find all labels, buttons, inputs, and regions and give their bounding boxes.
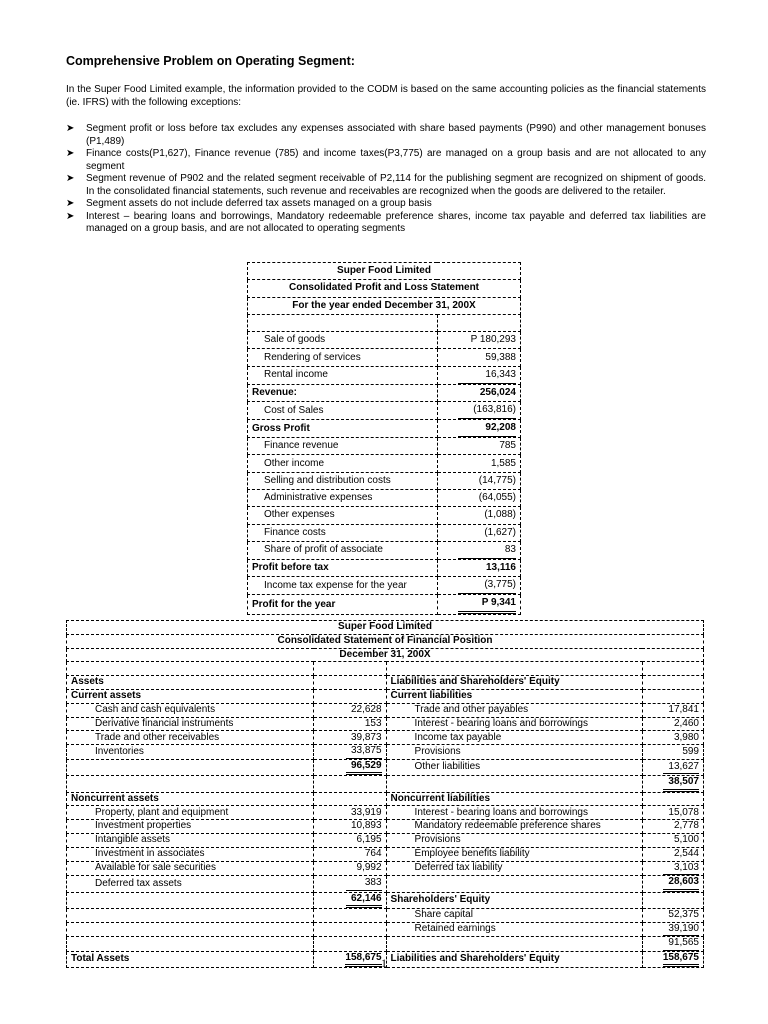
table-row	[248, 507, 521, 524]
table-row	[248, 314, 521, 331]
table-row	[67, 861, 704, 876]
list-item	[66, 198, 706, 211]
table-row	[67, 876, 704, 893]
row-label: Share capital	[386, 909, 642, 923]
row-value: 2,778	[642, 820, 703, 834]
table-row	[67, 834, 704, 848]
page-title: Comprehensive Problem on Operating Segment:	[66, 54, 355, 68]
current-assets-total: 96,529	[346, 760, 382, 776]
equity-heading: Shareholders' Equity	[386, 892, 642, 909]
arrow-bullet-icon: ➤	[66, 173, 75, 184]
table-row	[67, 847, 704, 861]
current-assets-heading: Current assets	[67, 689, 314, 703]
arrow-bullet-icon: ➤	[66, 210, 75, 222]
table-row	[248, 438, 521, 455]
list-item	[66, 211, 706, 236]
arrow-bullet-icon: ➤	[66, 148, 75, 159]
row-value: 22,628	[314, 703, 387, 717]
table-row	[67, 922, 704, 937]
row-label: Trade and other payables	[386, 703, 642, 717]
row-value: 83	[458, 542, 516, 559]
row-value: 1,585	[437, 455, 520, 472]
table-row	[67, 689, 704, 703]
table-row	[248, 332, 521, 349]
row-label: Selling and distribution costs	[248, 472, 438, 489]
table-row	[67, 759, 704, 776]
total-le-value: 158,675	[663, 952, 699, 968]
total-le-label: Liabilities and Shareholders' Equity	[386, 951, 642, 968]
table-row	[67, 806, 704, 820]
pl-period: For the year ended December 31, 200X	[248, 297, 521, 314]
bullet-text: Finance costs(P1,627), Finance revenue (785) and income taxes(P3,775) are managed on a group basis and are not allocated to any segment	[86, 148, 706, 172]
row-label: Gross Profit	[248, 420, 438, 438]
row-value: 153	[314, 717, 387, 731]
table-row	[248, 402, 521, 420]
row-label: Intangible assets	[67, 834, 314, 848]
row-value: 92,208	[458, 420, 516, 437]
arrow-bullet-icon: ➤	[66, 198, 75, 209]
list-item	[66, 123, 706, 148]
table-row	[67, 820, 704, 834]
row-value: 383	[346, 877, 382, 891]
table-row	[248, 595, 521, 615]
row-value: (1,627)	[437, 524, 520, 541]
row-label: Finance revenue	[248, 438, 438, 455]
row-value: (64,055)	[437, 489, 520, 506]
row-label: Investment properties	[67, 820, 314, 834]
table-row	[67, 731, 704, 745]
noncurrent-assets-heading: Noncurrent assets	[67, 792, 314, 806]
row-value: P 180,293	[437, 332, 520, 349]
row-value: 6,195	[314, 834, 387, 848]
table-row	[248, 366, 521, 384]
row-value: 10,893	[314, 820, 387, 834]
table-row	[248, 349, 521, 366]
row-value: (14,775)	[437, 472, 520, 489]
table-row	[248, 541, 521, 559]
row-value: 13,627	[663, 761, 699, 775]
table-row	[248, 455, 521, 472]
row-label: Inventories	[67, 745, 314, 760]
table-row	[67, 703, 704, 717]
list-item	[66, 148, 706, 173]
bullet-text: Segment revenue of P902 and the related segment receivable of P2,114 for the publishing segment are recognized on shipment of goods. In the consolidated financial statements, such revenue and receivables are recognized when the goods are delivered to the retailer.	[86, 173, 706, 197]
row-value: 39,190	[663, 923, 699, 937]
list-item	[66, 173, 706, 198]
row-label: Share of profit of associate	[248, 541, 438, 559]
pl-statement-title: Consolidated Profit and Loss Statement	[248, 280, 521, 297]
row-value: 17,841	[642, 703, 703, 717]
table-row	[67, 792, 704, 806]
profit-loss-table	[247, 262, 521, 615]
table-row	[67, 776, 704, 793]
table-row	[67, 717, 704, 731]
noncurrent-liabilities-heading: Noncurrent liabilities	[386, 792, 642, 806]
row-label: Derivative financial instruments	[67, 717, 314, 731]
row-value: 256,024	[437, 384, 520, 401]
row-label: Investment in associates	[67, 847, 314, 861]
row-value: 764	[314, 847, 387, 861]
row-label: Other liabilities	[386, 759, 642, 776]
bullet-text: Interest – bearing loans and borrowings, Mandatory redeemable preference shares, income tax payable and deferred tax liabilities are managed on a group basis, and are not allocated to operating segments	[86, 210, 706, 234]
current-liabilities-total: 38,507	[663, 776, 699, 792]
noncurrent-assets-total: 62,146	[346, 893, 382, 909]
exceptions-list	[66, 123, 706, 236]
row-label: Finance costs	[248, 524, 438, 541]
total-assets-label: Total Assets	[67, 951, 314, 968]
bs-date: December 31, 200X	[67, 648, 704, 662]
row-label: Interest - bearing loans and borrowings	[386, 806, 642, 820]
row-label: Profit for the year	[248, 595, 438, 615]
row-label: Provisions	[386, 745, 642, 760]
page-number: 1	[381, 956, 387, 970]
row-value: (163,816)	[458, 402, 516, 419]
bullet-text: Segment profit or loss before tax excludes any expenses associated with share based payments (P990) and other management bonuses (P1,489)	[86, 123, 706, 147]
row-value: 5,100	[642, 834, 703, 848]
row-value: 13,116	[437, 559, 520, 576]
row-label: Retained earnings	[386, 922, 642, 937]
row-value: 33,875	[346, 745, 382, 759]
row-label: Deferred tax liability	[386, 861, 642, 876]
row-label: Rental income	[248, 366, 438, 384]
row-value: 59,388	[437, 349, 520, 366]
row-label: Other expenses	[248, 507, 438, 524]
bullet-text: Segment assets do not include deferred tax assets managed on a group basis	[86, 198, 432, 209]
row-label: Other income	[248, 455, 438, 472]
row-label: Available for sale securities	[67, 861, 314, 876]
table-row	[248, 384, 521, 401]
row-label: Profit before tax	[248, 559, 438, 576]
row-label: Provisions	[386, 834, 642, 848]
row-label: Revenue:	[248, 384, 438, 401]
row-value: 599	[642, 745, 703, 760]
row-label: Cost of Sales	[248, 402, 438, 420]
row-value: 52,375	[642, 909, 703, 923]
row-value: 16,343	[458, 367, 516, 384]
row-value: P 9,341	[458, 595, 516, 614]
equity-total: 91,565	[663, 937, 699, 951]
row-value: 33,919	[314, 806, 387, 820]
bs-company: Super Food Limited	[67, 621, 704, 635]
table-row	[67, 745, 704, 760]
row-value: 785	[437, 438, 520, 455]
arrow-bullet-icon: ➤	[66, 123, 75, 134]
row-label: Property, plant and equipment	[67, 806, 314, 820]
row-value: 39,873	[314, 731, 387, 745]
liabilities-heading: Liabilities and Shareholders' Equity	[386, 676, 642, 690]
table-row	[67, 909, 704, 923]
row-value: (1,088)	[437, 507, 520, 524]
row-value: 2,460	[642, 717, 703, 731]
intro-paragraph: In the Super Food Limited example, the information provided to the CODM is based on the same accounting policies as the financial statements (ie. IFRS) with the following exceptions:	[66, 84, 706, 108]
row-value: 9,992	[314, 861, 387, 876]
row-label: Employee benefits liability	[386, 847, 642, 861]
row-value: 3,980	[642, 731, 703, 745]
row-value: 2,544	[642, 847, 703, 861]
row-label: Rendering of services	[248, 349, 438, 366]
row-value: (3,775)	[458, 577, 516, 594]
row-label: Sale of goods	[248, 332, 438, 349]
table-row	[248, 577, 521, 595]
table-row	[67, 892, 704, 909]
table-row	[67, 937, 704, 952]
row-label: Cash and cash equivalents	[67, 703, 314, 717]
table-row	[67, 676, 704, 690]
current-liabilities-heading: Current liabilities	[386, 689, 642, 703]
table-row	[248, 420, 521, 438]
row-label: Interest - bearing loans and borrowings	[386, 717, 642, 731]
financial-position-table	[66, 620, 704, 968]
noncurrent-liabilities-total: 28,603	[663, 876, 699, 892]
row-value: 3,103	[663, 862, 699, 876]
row-value: 15,078	[642, 806, 703, 820]
table-row	[248, 524, 521, 541]
row-label: Trade and other receivables	[67, 731, 314, 745]
table-row	[248, 559, 521, 576]
assets-heading: Assets	[67, 676, 314, 690]
row-label: Income tax payable	[386, 731, 642, 745]
bs-statement-title: Consolidated Statement of Financial Position	[67, 634, 704, 648]
row-label: Deferred tax assets	[67, 876, 314, 893]
row-label: Income tax expense for the year	[248, 577, 438, 595]
table-row	[248, 472, 521, 489]
row-label: Administrative expenses	[248, 489, 438, 506]
table-row	[248, 489, 521, 506]
table-row	[67, 662, 704, 676]
pl-company: Super Food Limited	[248, 263, 521, 280]
row-label: Mandatory redeemable preference shares	[386, 820, 642, 834]
total-assets-value: 158,675	[345, 952, 381, 968]
